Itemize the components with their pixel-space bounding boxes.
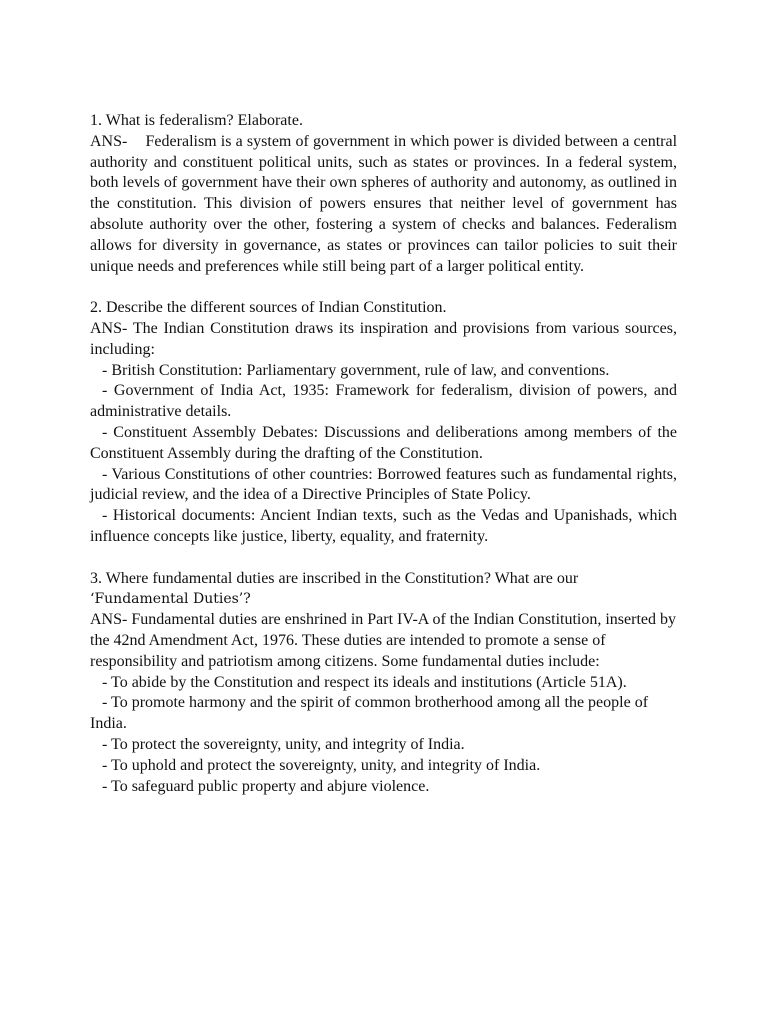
question-2-section: [90, 298, 677, 548]
answer-2-item: - Historical documents: Ancient Indian texts, such as the Vedas and Upanishads, which influence concepts like justice, liberty, equality, and fraternity.: [90, 507, 677, 545]
question-1-section: [90, 111, 677, 277]
question-1-heading: 1. What is federalism? Elaborate.: [90, 112, 303, 129]
answer-3-item: - To abide by the Constitution and respect its ideals and institutions (Article 51A).: [102, 673, 627, 691]
document-page: [90, 111, 677, 818]
answer-2-paragraph: [90, 319, 677, 361]
answer-1-text: Federalism is a system of government in which power is divided between a central authority and constituent political units, such as states or provinces. In a federal system, both levels of government have their own spheres of authority and autonomy, as outlined in the constitution. This division of powers ensures that neither level of government has absolute authority over the other, fostering a system of checks and balances. Federalism allows for diversity in governance, as states or provinces can tailor policies to suit their unique needs and preferences while still being part of a larger political entity.: [90, 132, 678, 275]
answer-1-label: ANS-: [90, 132, 128, 150]
answer-3-item: - To safeguard public property and abjure violence.: [102, 777, 430, 795]
answer-3-text: Fundamental duties are enshrined in Part IV-A of the Indian Constitution, inserted by the 42nd Amendment Act, 1976. These duties are intended to promote a sense of responsibility and patriotism among citizens. Some fundamental duties include:: [90, 611, 676, 670]
answer-2-item: - Constituent Assembly Debates: Discussions and deliberations among members of the Constituent Assembly during the drafting of the Constitution.: [90, 423, 677, 462]
question-3-heading: [90, 569, 677, 611]
question-2-heading: 2. Describe the different sources of Indian Constitution.: [90, 299, 447, 317]
question-3-line-1: 3. Where fundamental duties are inscribed in the Constitution? What are our: [90, 569, 579, 587]
answer-2-item: - Various Constitutions of other countries: Borrowed features such as fundamental rights, judicial review, and the idea of a Directive Principles of State Policy.: [90, 465, 677, 504]
answer-2-item: - British Constitution: Parliamentary government, rule of law, and conventions.: [102, 361, 610, 379]
answer-2-item: - Government of India Act, 1935: Framework for federalism, division of powers, and administrative details.: [90, 382, 677, 421]
answer-3-item: - To promote harmony and the spirit of common brotherhood among all the people of India.: [90, 694, 649, 733]
answer-3-paragraph: [90, 610, 677, 672]
answer-1-paragraph: [90, 132, 677, 278]
question-3-section: [90, 569, 677, 798]
answer-3-item: - To uphold and protect the sovereignty, unity, and integrity of India.: [102, 756, 541, 774]
answer-3-item: - To protect the sovereignty, unity, and integrity of India.: [102, 735, 465, 753]
answer-2-label: ANS-: [90, 319, 128, 337]
answer-2-text: The Indian Constitution draws its inspiration and provisions from various sources, including:: [90, 319, 677, 358]
question-3-line-2: ‘Fundamental Duties’?: [90, 591, 251, 608]
answer-3-label: ANS-: [90, 611, 128, 629]
